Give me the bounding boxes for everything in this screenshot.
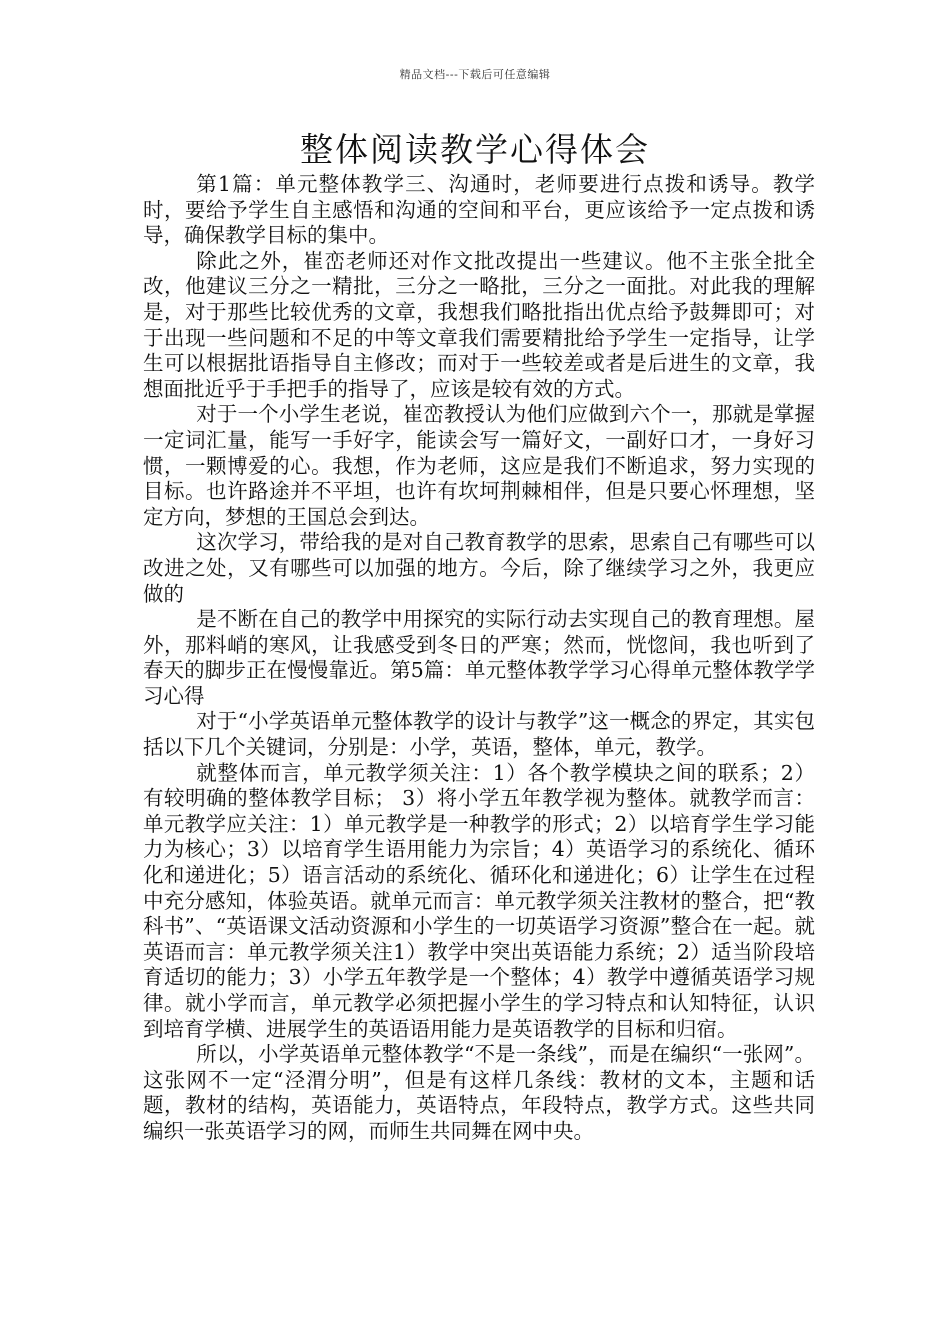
paragraph: 所以，小学英语单元整体教学“不是一条线”，而是在编织“一张网”。这张网不一定“泾渭分明”，但是有这样几条线：教材的文本，主题和话题，教材的结构，英语能力，英语特点，年段特点，教学方式。这些共同编织一张英语学习的网，而师生共同舞在网中央。 [143,1042,815,1143]
paragraph: 除此之外，崔峦老师还对作文批改提出一些建议。他不主张全批全改，他建议三分之一精批，三分之一略批，三分之一面批。对此我的理解是，对于那些比较优秀的文章，我想我们略批指出优点给予鼓舞即可；对于出现一些问题和不足的中等文章我们需要精批给予学生一定指导，让学生可以根据批语指导自主修改；而对于一些较差或者是后进生的文章，我想面批近乎于手把手的指导了，应该是较有效的方式。 [143,248,815,401]
page-title: 整体阅读教学心得体会 [300,130,650,169]
paragraph: 这次学习，带给我的是对自己教育教学的思索，思索自己有哪些可以改进之处，又有哪些可以加强的地方。今后，除了继续学习之外，我更应做的 [143,530,815,606]
paragraph: 对于一个小学生老说，崔峦教授认为他们应做到六个一，那就是掌握一定词汇量，能写一手好字，能读会写一篇好文，一副好口才，一身好习惯，一颗博爱的心。我想，作为老师，这应是我们不断追求，努力实现的目标。也许路途并不平坦，也许有坎坷荆棘相伴，但是只要心怀理想，坚定方向，梦想的王国总会到达。 [143,402,815,529]
paragraph: 就整体而言，单元教学须关注：1）各个教学模块之间的联系；2）有较明确的整体教学目标； 3）将小学五年教学视为整体。就教学而言：单元教学应关注：1）单元教学是一种教学的形式；2）以培育学生学习能力为核心；3）以培育学生语用能力为宗旨；4）英语学习的系统化、循环化和递进化；5）语言活动的系统化、循环化和递进化；6）让学生在过程中充分感知，体验英语。就单元而言：单元教学须关注教材的整合，把“教科书”、“英语课文活动资源和小学生的一切英语学习资源”整合在一起。就英语而言：单元教学须关注1）教学中突出英语能力系统；2）适当阶段培育适切的能力；3）小学五年教学是一个整体；4）教学中遵循英语学习规律。就小学而言，单元教学必须把握小学生的学习特点和认知特征，认识到培育学横、进展学生的英语语用能力是英语教学的目标和归宿。 [143,760,815,1041]
paragraph: 对于“小学英语单元整体教学的设计与教学”这一概念的界定，其实包括以下几个关键词，分别是：小学，英语，整体，单元，教学。 [143,709,815,760]
document-body [143,172,815,1145]
paragraph: 第1篇：单元整体教学三、沟通时，老师要进行点拨和诱导。教学时，要给予学生自主感悟和沟通的空间和平台，更应该给予一定点拨和诱导，确保教学目标的集中。 [143,172,815,248]
paragraph: 是不断在自己的教学中用探究的实际行动去实现自己的教育理想。屋外，那料峭的寒风，让我感受到冬日的严寒；然而，恍惚间，我也听到了春天的脚步正在慢慢靠近。第5篇：单元整体教学学习心得单元整体教学学习心得 [143,607,815,708]
header-note: 精品文档---下载后可任意编辑 [399,68,551,81]
